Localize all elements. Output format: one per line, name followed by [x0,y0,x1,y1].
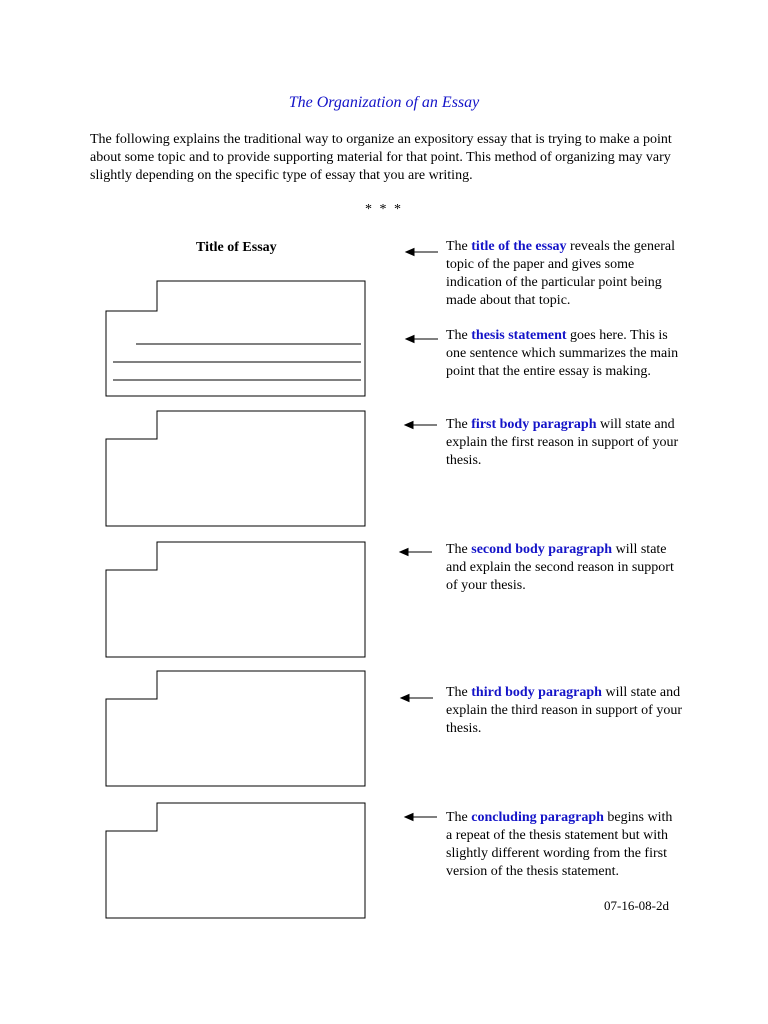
concluding-description: The concluding paragraph begins with a repeat of the thesis statement but with slightly different wording from the first version of the thesis statement. [446,810,673,879]
arrow-left-icon [405,422,437,429]
keyword-thesis-statement: thesis statement [471,328,567,343]
arrow-left-icon [405,814,437,821]
second-body-paragraph-box [106,542,365,657]
concluding-paragraph-box [106,803,365,918]
keyword-third-body-paragraph: third body paragraph [471,685,602,700]
essay-title-label: Title of Essay [196,240,277,255]
page-title: The Organization of an Essay [288,94,480,111]
arrow-left-icon [401,695,433,702]
second-body-description: The second body paragraph will state and explain the second reason in support of your thesis. [446,542,674,593]
thesis-description: The thesis statement goes here. This is one sentence which summarizes the main point that the entire essay is making. [446,328,679,379]
arrow-left-icon [406,249,438,256]
arrow-left-icon [406,336,438,343]
intro-paragraph: The following explains the traditional way to organize an expository essay that is trying to make a point about some topic and to provide supporting material for that point. This method of organizing may vary slightly depending on the specific type of essay that you are writing. [90,132,672,183]
intro-paragraph-box [106,281,365,396]
third-body-description: The third body paragraph will state and explain the third reason in support of your thesis. [446,685,683,736]
keyword-first-body-paragraph: first body paragraph [471,417,597,432]
keyword-title-of-essay: title of the essay [471,239,567,254]
first-body-description: The first body paragraph will state and explain the first reason in support of your thesis. [446,417,679,468]
section-separator: * * * [365,202,403,217]
keyword-concluding-paragraph: concluding paragraph [471,810,604,825]
keyword-second-body-paragraph: second body paragraph [471,542,613,557]
first-body-paragraph-box [106,411,365,526]
document-code: 07-16-08-2d [604,898,669,913]
arrow-left-icon [400,549,432,556]
third-body-paragraph-box [106,671,365,786]
title-description: The title of the essay reveals the general topic of the paper and gives some indication of the particular point being made about that topic. [446,239,675,308]
